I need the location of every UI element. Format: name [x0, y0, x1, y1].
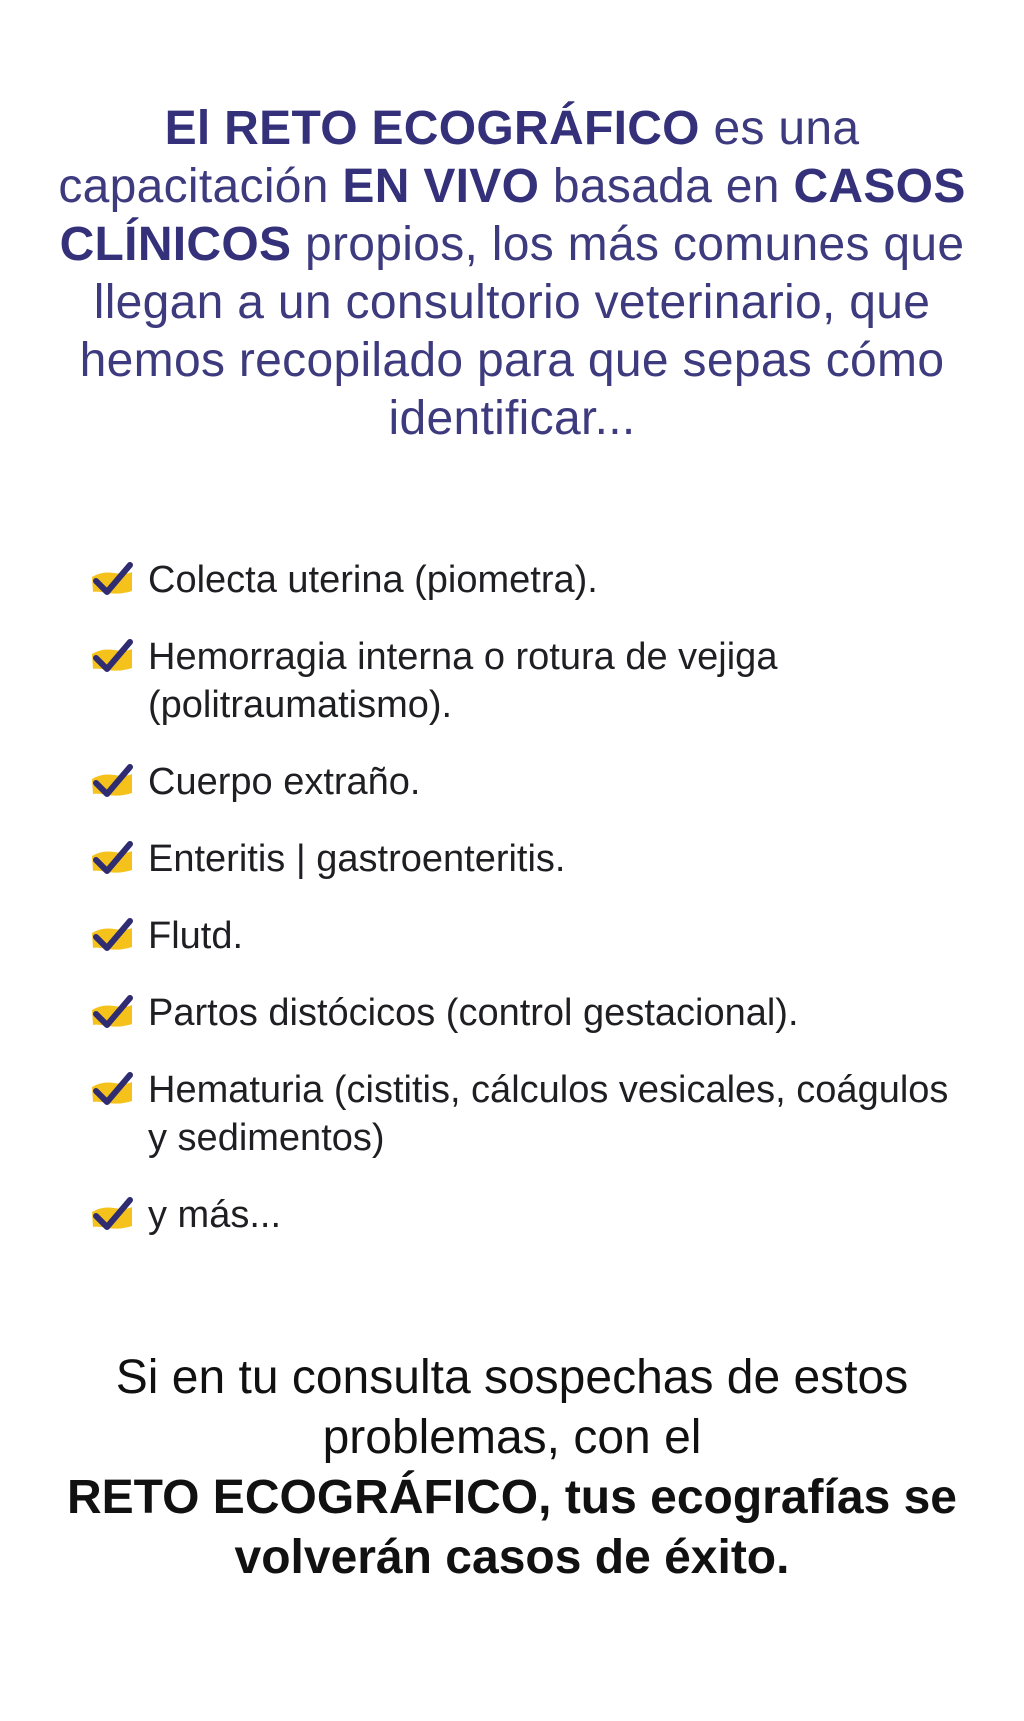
list-item — [90, 989, 950, 1037]
checkmark-icon — [90, 917, 134, 955]
clinical-cases-list — [90, 556, 950, 1268]
casos-clinicos-highlight: CASOS CLÍNICOS — [59, 160, 966, 271]
list-item-text: Flutd. — [148, 915, 244, 957]
list-item-text: Cuerpo extraño. — [148, 761, 421, 803]
list-item-text: y más... — [148, 1194, 282, 1236]
checkmark-icon — [90, 1071, 134, 1109]
en-vivo-highlight: EN VIVO — [342, 160, 540, 213]
intro-text-1: es una capacitación — [58, 102, 860, 213]
list-item-text: Colecta uterina (piometra). — [148, 559, 598, 601]
checkmark-icon — [90, 638, 134, 676]
list-item-text: Hematuria (cistitis, cálculos vesicales, coágulos y sedimentos) — [148, 1069, 949, 1159]
checkmark-icon — [90, 1196, 134, 1234]
list-item — [90, 633, 950, 729]
closing-paragraph — [40, 1348, 984, 1588]
checkmark-icon — [90, 840, 134, 878]
list-item — [90, 835, 950, 883]
checkmark-icon — [90, 994, 134, 1032]
reto-ecografico-title: El RETO ECOGRÁFICO — [164, 102, 700, 155]
list-item — [90, 1066, 950, 1162]
closing-bold-text: RETO ECOGRÁFICO, tus ecografías se volverán casos de éxito. — [67, 1471, 957, 1584]
intro-text-2: basada en — [539, 160, 794, 213]
list-item-text: Hemorragia interna o rotura de vejiga (politraumatismo). — [148, 636, 778, 726]
closing-text: Si en tu consulta sospechas de estos problemas, con el — [115, 1351, 909, 1464]
checkmark-icon — [90, 763, 134, 801]
list-item-text: Enteritis | gastroenteritis. — [148, 838, 566, 880]
checkmark-icon — [90, 561, 134, 599]
list-item-text: Partos distócicos (control gestacional). — [148, 992, 799, 1034]
intro-paragraph — [50, 100, 974, 448]
list-item — [90, 912, 950, 960]
list-item — [90, 1191, 950, 1239]
list-item — [90, 556, 950, 604]
list-item — [90, 758, 950, 806]
intro-text-3: propios, los más comunes que llegan a un consultorio veterinario, que hemos recopilado para que sepas cómo identificar... — [79, 218, 965, 445]
